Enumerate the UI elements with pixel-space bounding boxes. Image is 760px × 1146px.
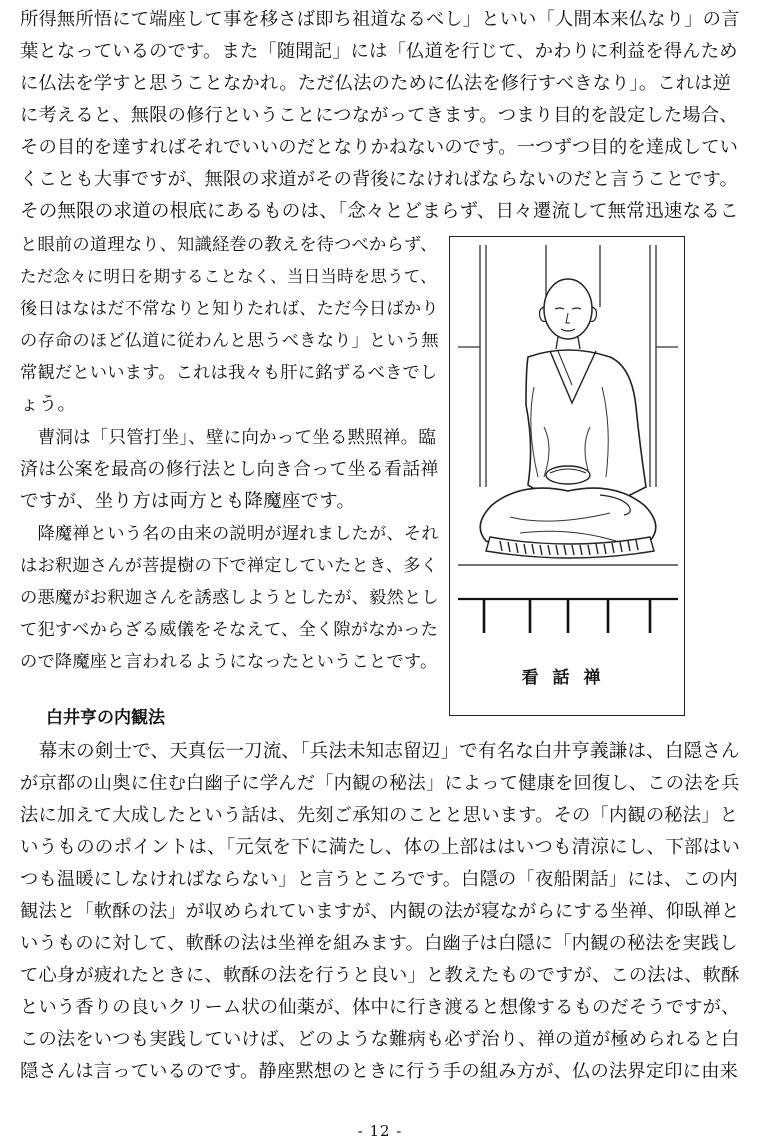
text-line: に考えると、無限の修行ということにつながってきます。つまり目的を設定した場合、 bbox=[20, 105, 738, 126]
text-line: つも温暖にしなければならない」と言うところです。白隠の「夜船閑話」には、この内 bbox=[20, 869, 738, 890]
text-line: いうもののポイントは、「元気を下に満たし、体の上部ははいつも清涼にし、下部はい bbox=[20, 837, 741, 858]
text-line: 隠さんは言っているのです。静座黙想のときに行う手の組み方が、仏の法界定印に由来 bbox=[20, 1061, 739, 1082]
text-line: 幕末の剣士で、天真伝一刀流、「兵法未知志留辺」で有名な白井亨義謙は、白隠さん bbox=[20, 741, 740, 762]
text-line: ので降魔座と言われるようになったということです。 bbox=[20, 652, 438, 672]
text-line: 降魔禅という名の由来の説明が遅れましたが、それ bbox=[20, 524, 439, 544]
text-line: いうものに対して、軟酥の法は坐禅を組みます。白幽子は白隠に「内観の秘法を実践し bbox=[20, 933, 738, 954]
figure-caption: 看話禅 bbox=[521, 668, 615, 688]
text-line: と眼前の道理なり、知識経巻の教えを待つべからず、 bbox=[20, 235, 438, 255]
text-line: くことも大事ですが、無限の求道がその背後になければならないのだと言うことです。 bbox=[20, 169, 739, 190]
text-line: という香りの良いクリーム状の仙薬が、体中に行き渡ると想像するものだそうですが、 bbox=[20, 997, 740, 1018]
text-line: 所得無所悟にて端座して事を移さば即ち祖道なるべし」といい「人間本来仏なり」の言 bbox=[20, 9, 740, 30]
text-line: 法に加えて大成したという話は、先刻ご承知のことと思います。その「内観の秘法」と bbox=[20, 805, 739, 826]
meditation-figure bbox=[449, 236, 685, 716]
text-line: ただ念々に明日を期することなく、当日当時を思うて、 bbox=[20, 267, 437, 286]
text-line: が京都の山奥に住む白幽子に学んだ「内観の秘法」によって健康を回復し、この法を兵 bbox=[20, 773, 740, 794]
text-line: その無限の求道の根底にあるものは、「念々とどまらず、日々遷流して無常迅速なるこ bbox=[20, 201, 739, 222]
text-line: に仏法を学すと思うことなかれ。ただ仏法のために仏法を修行すべきなり」。これは逆 bbox=[20, 73, 732, 94]
text-line: 済は公案を最高の修行法とし向き合って坐る看話禅 bbox=[20, 459, 439, 480]
text-line: この法をいつも実践していけば、どのような難病も必ず治り、禅の道が極められると白 bbox=[20, 1029, 740, 1050]
text-line: 葉となっているのです。また「随聞記」には「仏道を行じて、かわりに利益を得んため bbox=[20, 41, 738, 62]
text-line: 観法と「軟酥の法」が収められていますが、内観の法が寝ながらにする坐禅、仰臥禅と bbox=[20, 901, 740, 922]
text-line: て心身が疲れたときに、軟酥の法を行うと良い」と教えたものですが、この法は、軟酥 bbox=[20, 965, 740, 986]
text-line: の悪魔がお釈迦さんを誘惑しようとしたが、毅然とし bbox=[20, 588, 439, 608]
text-line: その目的を達すればそれでいいのだとなりかねないのです。一つずつ目的を達成してい bbox=[20, 137, 739, 158]
page-number: - 12 - bbox=[357, 1122, 403, 1140]
section-heading: 白井亨の内観法 bbox=[46, 708, 165, 728]
text-line: ですが、坐り方は両方とも降魔座です。 bbox=[20, 491, 356, 512]
text-line: ょう。 bbox=[20, 394, 77, 415]
text-line: て犯すべからざる威儀をそなえて、全く隙がなかった bbox=[20, 620, 439, 640]
text-line: の存命のほど仏道に従わんと思うべきなり」という無 bbox=[20, 331, 439, 351]
text-line: はお釈迦さんが菩提樹の下で禅定していたとき、多く bbox=[20, 556, 439, 576]
text-line: 後日はなはだ不常なりと知りたれば、ただ今日ばかり bbox=[20, 299, 439, 319]
seated-monk-illustration bbox=[450, 237, 686, 717]
text-line: 常観だといいます。これは我々も肝に銘ずるべきでし bbox=[20, 363, 438, 383]
text-line: 曹洞は「只管打坐」、壁に向かって坐る黙照禅。臨 bbox=[20, 428, 437, 448]
